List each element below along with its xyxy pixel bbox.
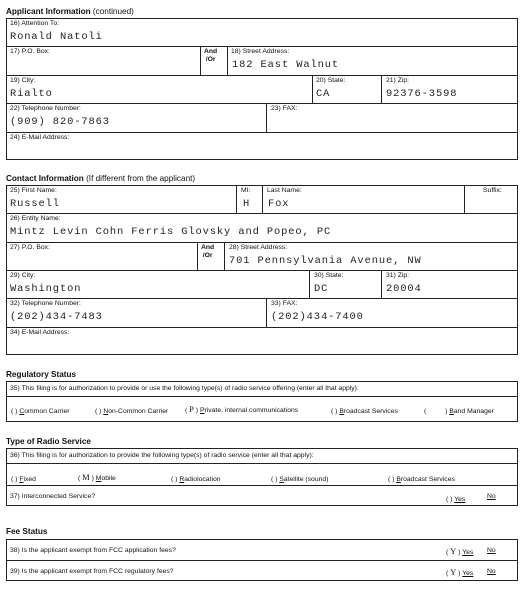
zip-label: 21) Zip:	[386, 77, 410, 84]
email-label: 34) E-Mail Address:	[10, 329, 70, 336]
street-field[interactable]: 182 East Walnut	[232, 59, 340, 71]
divider	[266, 298, 267, 327]
divider	[6, 213, 518, 214]
first-name-label: 25) First Name:	[10, 187, 57, 194]
divider	[381, 75, 382, 103]
divider	[224, 242, 225, 270]
last-name-field[interactable]: Fox	[268, 198, 290, 210]
attention-label: 16) Attention To:	[10, 20, 59, 27]
divider	[6, 75, 518, 76]
regulatory-section-title: Regulatory Status	[6, 370, 77, 379]
phone-label: 22) Telephone Number:	[10, 105, 81, 112]
fixed-option[interactable]: ( ) Fixed	[11, 476, 36, 483]
non-common-carrier-option[interactable]: ( ) Non-Common Carrier	[95, 408, 169, 415]
mobile-option[interactable]: ( M ) Mobile	[78, 472, 116, 482]
contact-title: Contact Information	[6, 174, 84, 183]
q39-no-option[interactable]: No	[487, 568, 496, 575]
first-name-field[interactable]: Russell	[10, 198, 60, 210]
fax-label: 33) FAX:	[271, 300, 298, 307]
q37-yes-option[interactable]: ( ) Yes	[446, 496, 466, 503]
divider	[6, 270, 518, 271]
mi-label: MI:	[241, 187, 251, 194]
attention-field[interactable]: Ronald Natoli	[10, 31, 103, 43]
divider	[200, 46, 201, 75]
divider	[464, 185, 465, 213]
divider	[227, 46, 228, 75]
divider	[236, 185, 237, 213]
divider	[6, 396, 518, 397]
divider	[6, 242, 518, 243]
last-name-label: Last Name:	[267, 187, 302, 194]
radiolocation-option[interactable]: ( ) Radiolocation	[171, 476, 221, 483]
q36-label: 36) This filing is for authorization to provide the following type(s) of radio service (enter all that apply):	[10, 452, 314, 459]
zip-field[interactable]: 20004	[386, 283, 422, 295]
broadcast-services-option[interactable]: ( ) Broadcast Services	[331, 408, 398, 415]
street-field[interactable]: 701 Pennsylvania Avenue, NW	[229, 255, 422, 267]
divider	[6, 485, 518, 486]
city-field[interactable]: Washington	[10, 283, 82, 295]
fee-section-title: Fee Status	[6, 527, 48, 536]
and-or-label: And /Or	[204, 48, 218, 63]
q35-label: 35) This filing is for authorization to provide or use the following type(s) of radio service offering (enter all that apply):	[10, 385, 359, 392]
state-label: 30) State:	[314, 272, 344, 279]
divider	[6, 46, 518, 47]
divider	[6, 298, 518, 299]
fax-field[interactable]: (202)434-7400	[271, 311, 364, 323]
common-carrier-option[interactable]: ( ) Common Carrier	[11, 408, 70, 415]
po-box-label: 17) P.O. Box:	[10, 48, 50, 55]
divider	[6, 103, 518, 104]
and-or-label: And /Or	[201, 244, 215, 259]
q37-no-option[interactable]: No	[487, 493, 496, 500]
city-field[interactable]: Rialto	[10, 88, 53, 100]
divider	[312, 75, 313, 103]
suffix-label: Suffix:	[483, 187, 502, 194]
divider	[6, 560, 518, 561]
applicant-subtitle: (continued)	[92, 7, 134, 16]
divider	[6, 132, 518, 133]
street-label: 28) Street Address:	[229, 244, 288, 251]
phone-field[interactable]: (202)434-7483	[10, 311, 103, 323]
phone-label: 32) Telephone Number:	[10, 300, 81, 307]
radio-service-section-title: Type of Radio Service	[6, 437, 91, 446]
q39-yes-option[interactable]: ( Y ) Yes	[446, 567, 474, 577]
applicant-section-title	[6, 7, 134, 16]
divider	[197, 242, 198, 270]
state-field[interactable]: DC	[314, 283, 329, 295]
applicant-title: Applicant Information	[6, 7, 91, 16]
divider	[266, 103, 267, 132]
band-manager-option[interactable]: ( ) Band Manager	[424, 408, 494, 415]
q39-label: 39) Is the applicant exempt from FCC regulatory fees?	[10, 568, 174, 575]
q37-label: 37) Interconnected Service?	[10, 493, 96, 500]
state-field[interactable]: CA	[316, 88, 331, 100]
phone-field[interactable]: (909) 820-7863	[10, 116, 110, 128]
q38-no-option[interactable]: No	[487, 547, 496, 554]
private-internal-option[interactable]: ( P ) Private, internal communications	[185, 404, 299, 414]
state-label: 20) State:	[316, 77, 346, 84]
zip-label: 31) Zip:	[386, 272, 410, 279]
city-label: 19) City:	[10, 77, 36, 84]
q38-yes-option[interactable]: ( Y ) Yes	[446, 546, 474, 556]
contact-subtitle: (If different from the applicant)	[86, 174, 196, 183]
zip-field[interactable]: 92376-3598	[386, 88, 458, 100]
divider	[6, 327, 518, 328]
broadcast-services-option[interactable]: ( ) Broadcast Services	[388, 476, 455, 483]
city-label: 29) City:	[10, 272, 36, 279]
divider	[309, 270, 310, 298]
email-label: 24) E-Mail Address:	[10, 134, 70, 141]
divider	[381, 270, 382, 298]
divider	[262, 185, 263, 213]
q38-label: 38) Is the applicant exempt from FCC application fees?	[10, 547, 176, 554]
satellite-sound-option[interactable]: ( ) Satellite (sound)	[271, 476, 329, 483]
street-label: 18) Street Address:	[231, 48, 290, 55]
entity-name-label: 26) Entity Name:	[10, 215, 61, 222]
entity-name-field[interactable]: Mintz Levin Cohn Ferris Glovsky and Popeo, PC	[10, 226, 332, 238]
po-box-label: 27) P.O. Box:	[10, 244, 50, 251]
divider	[6, 463, 518, 464]
fax-label: 23) FAX:	[271, 105, 298, 112]
contact-section-title	[6, 174, 195, 183]
mi-field[interactable]: H	[243, 198, 251, 210]
